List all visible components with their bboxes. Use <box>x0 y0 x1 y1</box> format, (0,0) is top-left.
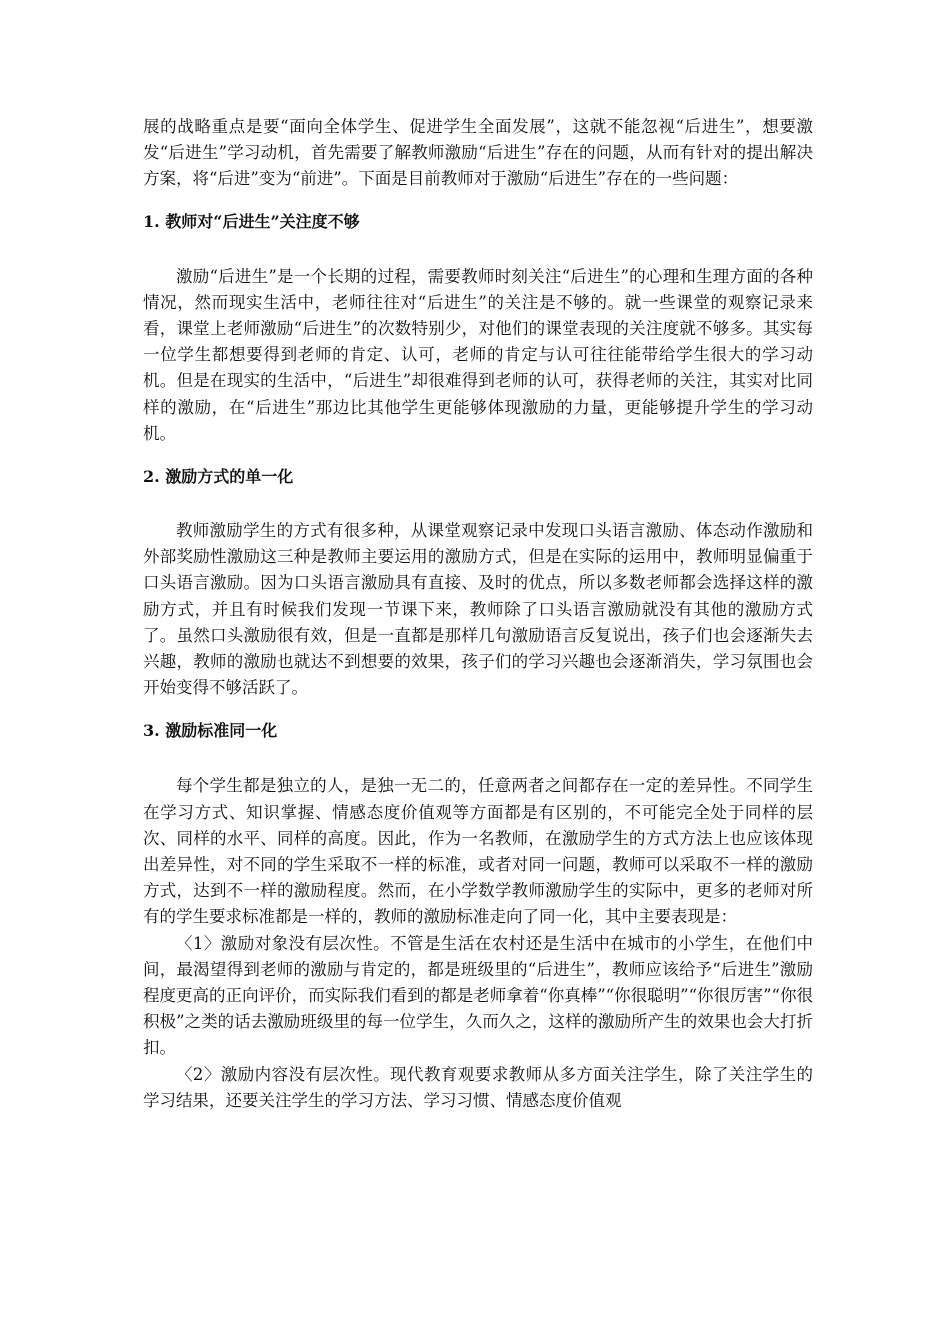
section-3-point-2: 〈2〉激励内容没有层次性。现代教育观要求教师从多方面关注学生，除了关注学生的学习结果，还要关注学生的学习方法、学习习惯、情感态度价值观 <box>143 1064 813 1110</box>
section-3-paragraph: 每个学生都是独立的人，是独一无二的，任意两者之间都存在一定的差异性。不同学生在学习方式、知识掌握、情感态度价值观等方面都是有区别的，不可能完全处于同样的层次、同样的水平、同样的高度。因此，作为一名教师，在激励学生的方式方法上也应该体现出差异性，对不同的学生采取不一样的标准，或者对同一问题，教师可以采取不一样的激励方式，达到不一样的激励程度。然而，在小学数学教师激励学生的实际中，更多的老师对所有的学生要求标准都是一样的，教师的激励标准走向了同一化，其中主要表现是： <box>143 776 813 927</box>
section-1-heading: 1. 教师对“后进生”关注度不够 <box>143 211 360 231</box>
section-1-paragraph: 激励“后进生”是一个长期的过程，需要教师时刻关注“后进生”的心理和生理方面的各种情况，然而现实生活中，老师往往对“后进生”的关注是不够的。就一些课堂的观察记录来看，课堂上老师激励“后进生”的次数特别少，对他们的课堂表现的关注度就不够多。其实每一位学生都想要得到老师的肯定、认可，老师的肯定与认可往往能带给学生很大的学习动机。但是在现实的生活中，“后进生”却很难得到老师的认可，获得老师的关注，其实对比同样的激励，在“后进生”那边比其他学生更能够体现激励的力量，更能够提升学生的学习动机。 <box>143 266 813 443</box>
section-2-heading: 2. 激励方式的单一化 <box>143 467 294 487</box>
section-3-point-1: 〈1〉激励对象没有层次性。不管是生活在农村还是生活中在城市的小学生，在他们中间，最渴望得到老师的激励与肯定的，都是班级里的“后进生”，教师应该给予“后进生”激励程度更高的正向评价，而实际我们看到的都是老师拿着“你真棒”“你很聪明”“你很厉害”“你很积极”之类的话去激励班级里的每一位学生，久而久之，这样的激励所产生的效果也会大打折扣。 <box>143 933 813 1058</box>
document-page <box>143 114 813 1114</box>
intro-paragraph: 展的战略重点是要“面向全体学生、促进学生全面发展”，这就不能忽视“后进生”，想要激发“后进生”学习动机，首先需要了解教师激励“后进生”存在的问题，从而有针对的提出解决方案，将“后进”变为“前进”。下面是目前教师对于激励“后进生”存在的一些问题： <box>143 117 813 189</box>
section-3-heading: 3. 激励标准同一化 <box>143 721 278 741</box>
section-2-paragraph: 教师激励学生的方式有很多种，从课堂观察记录中发现口头语言激励、体态动作激励和外部奖励性激励这三种是教师主要运用的激励方式，但是在实际的运用中，教师明显偏重于口头语言激励。因为口头语言激励具有直接、及时的优点，所以多数老师都会选择这样的激励方式，并且有时候我们发现一节课下来，教师除了口头语言激励就没有其他的激励方式了。虽然口头激励很有效，但是一直都是那样几句激励语言反复说出，孩子们也会逐渐失去兴趣，教师的激励也就达不到想要的效果，孩子们的学习兴趣也会逐渐消失，学习氛围也会开始变得不够活跃了。 <box>143 521 813 698</box>
